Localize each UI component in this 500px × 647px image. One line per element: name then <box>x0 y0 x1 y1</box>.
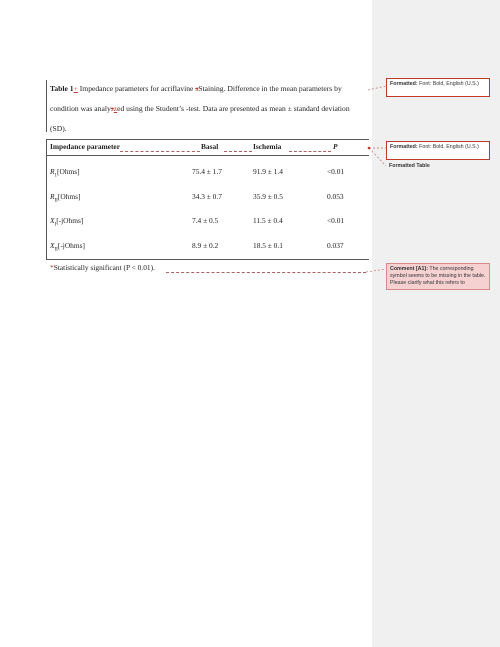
formatting-balloon[interactable] <box>386 141 490 160</box>
footnote-text: Statistically significant (P < 0.01). <box>53 263 155 272</box>
row-2-p: 0.053 <box>327 192 344 201</box>
balloon-body: Font: Bold, English (U.S.) <box>419 81 479 87</box>
row-4-p: 0.037 <box>327 241 344 250</box>
table-header-rule <box>46 155 369 156</box>
anchor-dot <box>368 147 371 150</box>
row-4-parameter: $X_{II}[-jOhms]$ <box>50 241 85 253</box>
dash-rule <box>289 151 331 152</box>
dash-rule <box>166 272 366 273</box>
table-footnote <box>50 263 155 272</box>
balloon-title: Formatted: <box>390 81 418 87</box>
table-bottom-rule <box>46 259 369 260</box>
balloon-title: Comment [A1]: <box>390 266 428 272</box>
inserted-z: z <box>113 104 118 113</box>
caption-arrow: + <box>73 84 78 93</box>
table-top-rule <box>46 139 369 140</box>
row-2-ischemia: 35.9 ± 0.5 <box>253 192 283 201</box>
balloon-body: The corresponding symbol seems to be missing in the table. Please clarify what this refers to <box>390 266 486 286</box>
row-1-basal: 75.4 ± 1.7 <box>192 167 222 176</box>
row-1-parameter: $R_1[Ohms]$ <box>50 167 80 179</box>
header-basal: Basal <box>201 142 219 151</box>
caption-label: Table 1 <box>50 84 74 93</box>
row-2-parameter: $R_{II}[Ohms]$ <box>50 192 81 204</box>
row-4-ischemia: 18.5 ± 0.1 <box>253 241 283 250</box>
markup-pane <box>372 0 500 647</box>
row-4-basal: 8.9 ± 0.2 <box>192 241 219 250</box>
balloon-title: Formatted Table <box>389 163 430 169</box>
dash-rule <box>224 151 252 152</box>
row-3-parameter: $X_I[-jOhms]$ <box>50 216 84 228</box>
change-bar <box>46 140 47 260</box>
table-caption <box>50 79 368 139</box>
row-1-ischemia: 91.9 ± 1.4 <box>253 167 283 176</box>
row-2-basal: 34.3 ± 0.7 <box>192 192 222 201</box>
balloon-title: Formatted: <box>390 144 418 150</box>
balloon-body: Font: Bold, English (U.S.) <box>419 144 479 150</box>
caption-text-b: Staining. Difference in the mean parameters by condition was analy <box>50 84 342 113</box>
formatting-balloon[interactable] <box>386 78 490 97</box>
row-3-p: <0.01 <box>327 216 345 225</box>
caption-text-c: ed using the Student’s -test. Data are presented as mean ± standard deviation (SD). <box>50 104 350 133</box>
row-3-basal: 7.4 ± 0.5 <box>192 216 219 225</box>
dash-rule <box>120 151 200 152</box>
header-ischemia: Ischemia <box>253 142 282 151</box>
change-bar <box>46 80 47 132</box>
comment-balloon[interactable] <box>386 263 490 290</box>
formatting-balloon[interactable] <box>386 161 490 171</box>
header-parameter: Impedance parameter <box>50 142 120 151</box>
header-p: P <box>333 142 338 151</box>
deleted-s: s <box>110 104 114 113</box>
row-1-p: <0.01 <box>327 167 345 176</box>
row-3-ischemia: 11.5 ± 0.4 <box>253 216 283 225</box>
caption-text-a: Impedance parameters for acriflavine <box>79 84 196 93</box>
footnote-mark: * <box>50 263 54 272</box>
deleted-char: s <box>195 84 199 93</box>
